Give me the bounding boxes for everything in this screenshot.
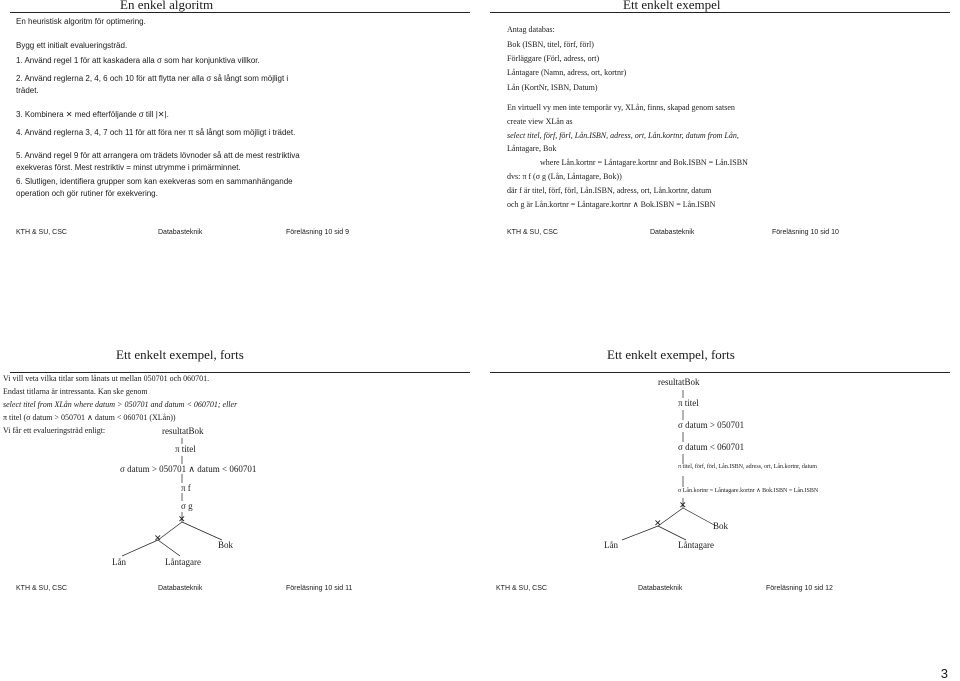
slide-9 <box>0 0 480 340</box>
join-icon: ✕ <box>654 518 662 528</box>
text-line: Vi vill veta vilka titlar som lånats ut mellan 050701 och 060701. <box>3 374 210 383</box>
text-line: 6. Slutligen, identifiera grupper som kan exekveras som en sammanhängande <box>16 177 293 186</box>
footer-right: Föreläsning 10 sid 10 <box>772 229 839 236</box>
divider <box>10 12 470 13</box>
text-line: where Lån.kortnr = Låntagare.kortnr and Bok.ISBN = Lån.ISBN <box>540 158 748 167</box>
tree-sigma: σ Lån.kortnr = Låntagare.kortnr ∧ Bok.ISBN = Lån.ISBN <box>678 488 819 494</box>
join-icon: ✕ <box>178 514 186 524</box>
divider <box>490 12 950 13</box>
slide-title: Ett enkelt exempel, forts <box>116 347 244 362</box>
text-line: 1. Använd regel 1 för att kaskadera alla σ som har konjunktiva villkor. <box>16 56 260 65</box>
slide-title: En enkel algoritm <box>120 0 214 12</box>
footer-left: KTH & SU, CSC <box>507 229 558 236</box>
footer-right: Föreläsning 10 sid 9 <box>286 229 350 236</box>
text-line: Bok (ISBN, titel, förf, förl) <box>507 40 594 49</box>
tree-pi-f: π f <box>181 483 191 493</box>
tree-pi: π titel <box>678 398 699 408</box>
footer-left: KTH & SU, CSC <box>496 585 547 592</box>
text-line: 2. Använd reglerna 2, 4, 6 och 10 för att flytta ner alla σ så långt som möjligt i <box>16 74 289 83</box>
footer-right: Föreläsning 10 sid 11 <box>286 585 353 592</box>
slide-title: Ett enkelt exempel <box>623 0 721 12</box>
footer-left: KTH & SU, CSC <box>16 229 67 236</box>
tree-root: resultatBok <box>162 426 204 436</box>
slide-10 <box>480 0 960 340</box>
tree-pi: π titel, förf, förl, Lån.ISBN, adress, ort, Lån.kortnr, datum <box>678 464 817 470</box>
text-line: π titel (σ datum > 050701 ∧ datum < 060701 (XLån)) <box>3 413 176 422</box>
text-line: En heuristisk algoritm för optimering. <box>16 17 146 26</box>
tree-leaf: Låntagare <box>165 557 201 567</box>
tree-root: resultatBok <box>658 377 700 387</box>
tree-edges <box>480 340 960 680</box>
slide-title: Ett enkelt exempel, forts <box>607 347 735 362</box>
footer-center: Databasteknik <box>158 585 203 592</box>
slide-11 <box>0 340 480 680</box>
page-number: 3 <box>940 666 948 681</box>
text-line: create view XLån as <box>507 117 573 126</box>
text-line: 4. Använd reglerna 3, 4, 7 och 11 för att föra ner π så långt som möjligt i trädet. <box>16 128 296 137</box>
tree-leaf: Låntagare <box>678 540 714 550</box>
text-line: Förläggare (Förl, adress, ort) <box>507 54 600 63</box>
text-line: 5. Använd regel 9 för att arrangera om trädets lövnoder så att de mest restriktiva <box>16 151 300 160</box>
text-line: och g är Lån.kortnr = Låntagare.kortnr ∧ Bok.ISBN = Lån.ISBN <box>507 200 716 209</box>
text-line: trädet. <box>16 86 39 95</box>
text-line: Endast titlarna är intressanta. Kan ske genom <box>3 387 148 396</box>
text-line: exekveras först. Mest restriktiv = minst utrymme i primärminnet. <box>16 163 241 172</box>
text-line: 3. Kombinera ✕ med efterföljande σ till |✕|. <box>16 110 169 119</box>
text-line: Låntagare, Bok <box>507 144 557 153</box>
join-icon: ✕ <box>154 533 162 543</box>
text-line: Bygg ett initialt evalueringsträd. <box>16 41 128 50</box>
tree-leaf: Bok <box>218 540 234 550</box>
join-icon: ✕ <box>679 500 687 510</box>
slide-12 <box>480 340 960 680</box>
tree-sigma-g: σ g <box>181 501 193 511</box>
tree-leaf: Lån <box>112 557 126 567</box>
text-line: där f är titel, förf, förl, Lån.ISBN, adress, ort, Lån.kortnr, datum <box>507 186 712 195</box>
tree-sigma: σ datum > 050701 ∧ datum < 060701 <box>120 464 257 474</box>
text-line: operation och gör rutiner för exekvering. <box>16 189 158 198</box>
text-line: Vi får ett evalueringsträd enligt: <box>3 426 106 435</box>
text-line: Lån (KortNr, ISBN, Datum) <box>507 83 598 92</box>
text-line: Låntagare (Namn, adress, ort, kortnr) <box>507 68 627 77</box>
tree-leaf: Bok <box>713 521 729 531</box>
footer-left: KTH & SU, CSC <box>16 585 67 592</box>
footer-center: Databasteknik <box>638 585 683 592</box>
tree-leaf: Lån <box>604 540 618 550</box>
text-line: select titel from XLån where datum > 050701 and datum < 060701; eller <box>3 400 238 409</box>
tree-sigma: σ datum < 060701 <box>678 442 745 452</box>
text-line: select titel, förf, förl, Lån.ISBN, adress, ort, Lån.kortnr, datum from Lån, <box>507 131 739 140</box>
text-line: dvs: π f (σ g (Lån, Låntagare, Bok)) <box>507 172 622 181</box>
text-line: Antag databas: <box>507 25 555 34</box>
footer-center: Databasteknik <box>158 229 203 236</box>
tree-edges <box>0 340 480 680</box>
footer-center: Databasteknik <box>650 229 695 236</box>
text-line: En virtuell vy men inte temporär vy, XLån, finns, skapad genom satsen <box>507 103 735 112</box>
tree-pi: π titel <box>175 444 196 454</box>
tree-sigma: σ datum > 050701 <box>678 420 745 430</box>
footer-right: Föreläsning 10 sid 12 <box>766 585 833 592</box>
